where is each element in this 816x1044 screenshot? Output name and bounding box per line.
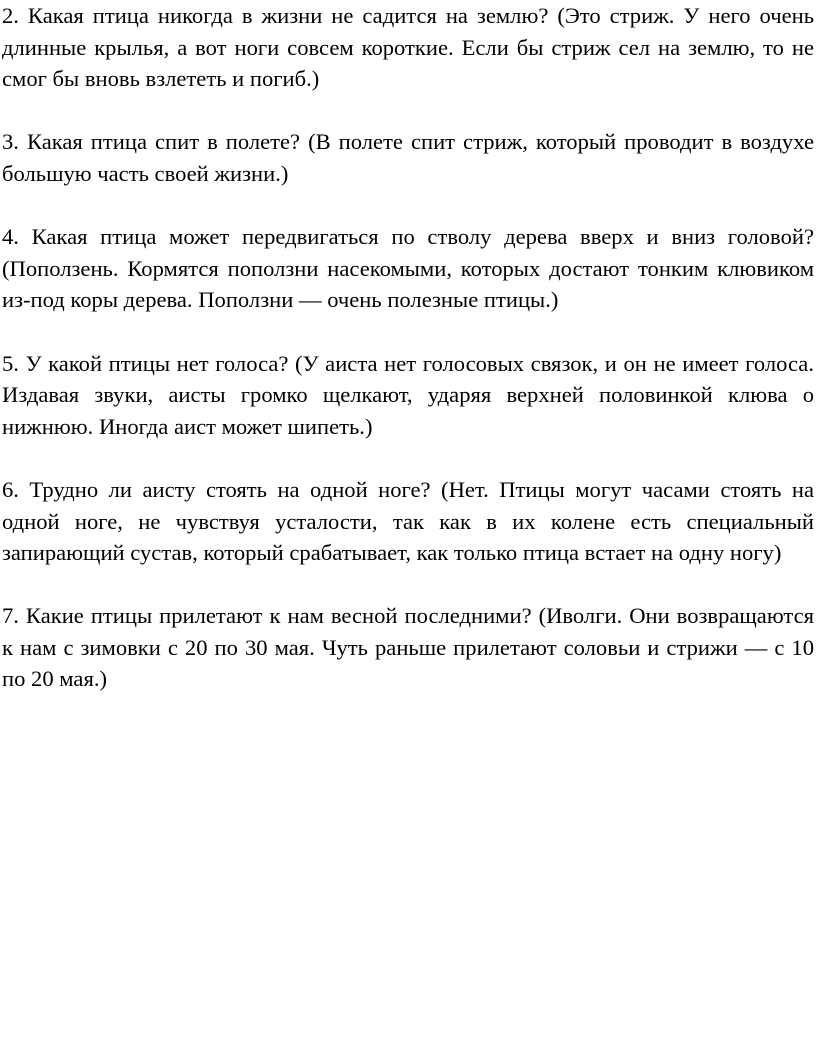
document-page [2,0,814,727]
question-6-paragraph: 6. Трудно ли аисту стоять на одной ноге? (Нет. Птицы могут часами стоять на одной ноге, не чувствуя усталости, так как в их колене есть специальный запирающий сустав, который срабатывает, как только птица встает на одну ногу) [2,476,814,566]
question-2-paragraph: 2. Какая птица никогда в жизни не садится на землю? (Это стриж. У него очень длинные крылья, а вот ноги совсем короткие. Если бы стриж сел на землю, то не смог бы вновь взлететь и погиб.) [2,3,814,92]
question-3-paragraph: 3. Какая птица спит в полете? (В полете спит стриж, который проводит в воздухе большую часть своей жизни.) [2,129,814,186]
question-5-paragraph: 5. У какой птицы нет голоса? (У аиста нет голосовых связок, и он не имеет голоса. Издавая звуки, аисты громко щелкают, ударяя верхней половинкой клюва о нижнюю. Иногда аист может шипеть.) [2,350,814,439]
question-4-paragraph: 4. Какая птица может передвигаться по стволу дерева вверх и вниз головой? (Поползень. Кормятся поползни насекомыми, которых достают тонким клювиком из-под коры дерева. Поползни — очень полезные птицы.) [2,224,814,313]
question-7-paragraph: 7. Какие птицы прилетают к нам весной последними? (Иволги. Они возвращаются к нам с зимовки с 20 по 30 мая. Чуть раньше прилетают соловьи и стрижи — с 10 по 20 мая.) [2,603,814,692]
